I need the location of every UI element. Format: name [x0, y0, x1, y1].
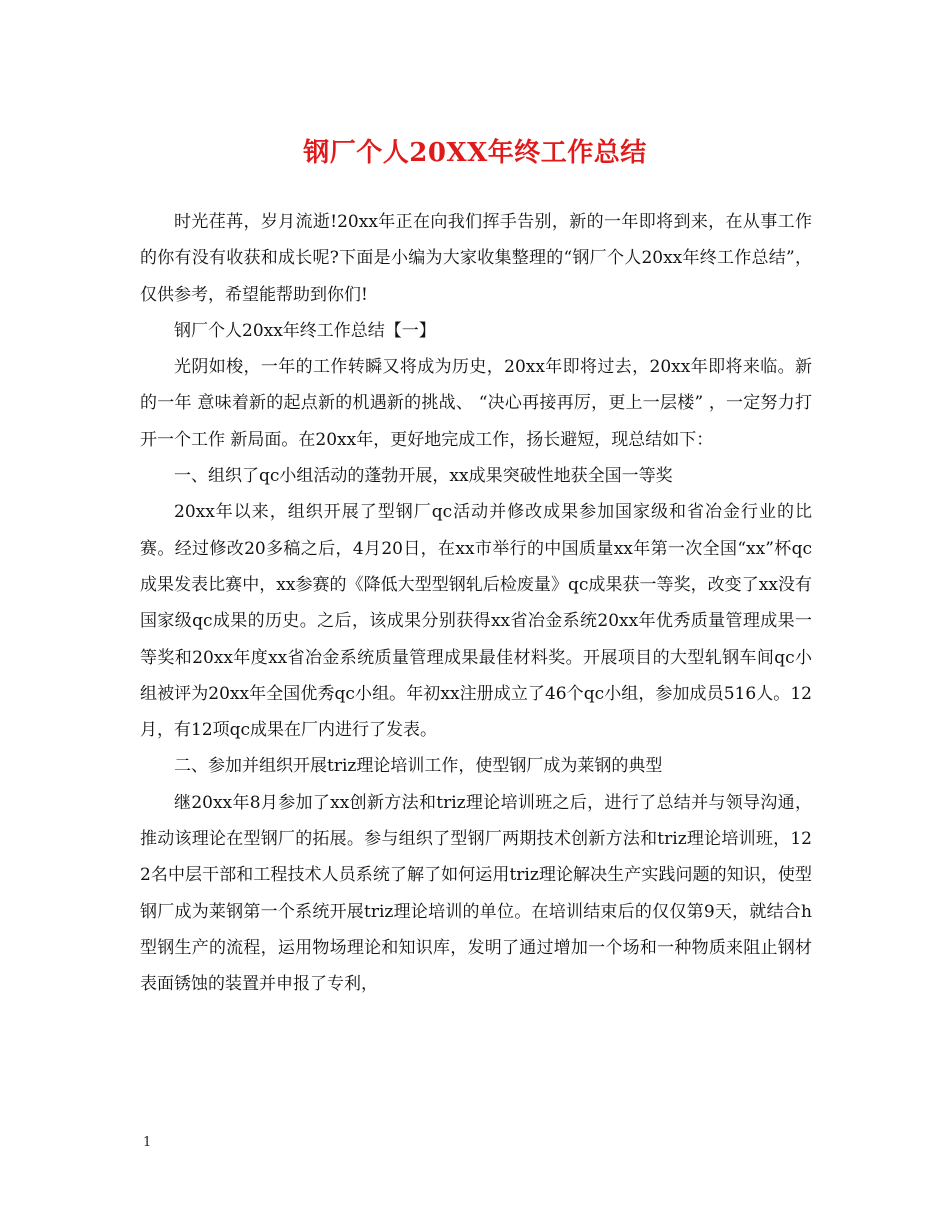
paragraph-heading-triz: 二、参加并组织开展triz理论培训工作，使型钢厂成为莱钢的典型 — [174, 756, 663, 777]
paragraph-opening: 光阴如梭，一年的工作转瞬又将成为历史，20xx年即将过去，20xx年即将来临。新的一年 意味着新的起点新的机遇新的挑战、 “决心再接再厉，更上一层楼” ，一定努力打开一个工作 新局面。在20xx年，更好地完成工作，扬长避短，现总结如下： — [140, 357, 812, 450]
paragraph-heading-qc: 一、组织了qc小组活动的蓬勃开展，xx成果突破性地获全国一等奖 — [174, 466, 673, 487]
paragraph-triz-details: 继20xx年8月参加了xx创新方法和triz理论培训班之后，进行了总结并与领导沟通，推动该理论在型钢厂的拓展。参与组织了型钢厂两期技术创新方法和triz理论培训班，122名中层干部和工程技术人员系统了解了如何运用triz理论解决生产实践问题的知识，使型钢厂成为莱钢第一个系统开展triz理论培训的单位。在培训结束后的仅仅第9天，就结合h型钢生产的流程，运用物场理论和知识库，发明了通过增加一个场和一种物质来阻止钢材表面锈蚀的装置并申报了专利， — [140, 792, 812, 995]
paragraph-section-heading: 钢厂个人20xx年终工作总结【一】 — [174, 320, 436, 341]
document-title: 钢厂个人20XX年终工作总结 — [303, 138, 647, 168]
document-body — [140, 204, 812, 1003]
paragraph-qc-details: 20xx年以来，组织开展了型钢厂qc活动并修改成果参加国家级和省冶金行业的比赛。经过修改20多稿之后，4月20日，在xx市举行的中国质量xx年第一次全国“xx”杯qc成果发表比赛中，xx参赛的《降低大型型钢轧后检废量》qc成果获一等奖，改变了xx没有国家级qc成果的历史。之后，该成果分别获得xx省冶金系统20xx年优秀质量管理成果一等奖和20xx年度xx省冶金系统质量管理成果最佳材料奖。开展项目的大型轧钢车间qc小组被评为20xx年全国优秀qc小组。年初xx注册成立了46个qc小组，参加成员516人。12月，有12项qc成果在厂内进行了发表。 — [140, 502, 812, 741]
page-number: 1 — [143, 1135, 152, 1150]
paragraph-intro: 时光荏苒，岁月流逝!20xx年正在向我们挥手告别，新的一年即将到来，在从事工作的你有没有收获和成长呢?下面是小编为大家收集整理的“钢厂个人20xx年终工作总结”，仅供参考，希望能帮助到你们! — [140, 212, 812, 305]
